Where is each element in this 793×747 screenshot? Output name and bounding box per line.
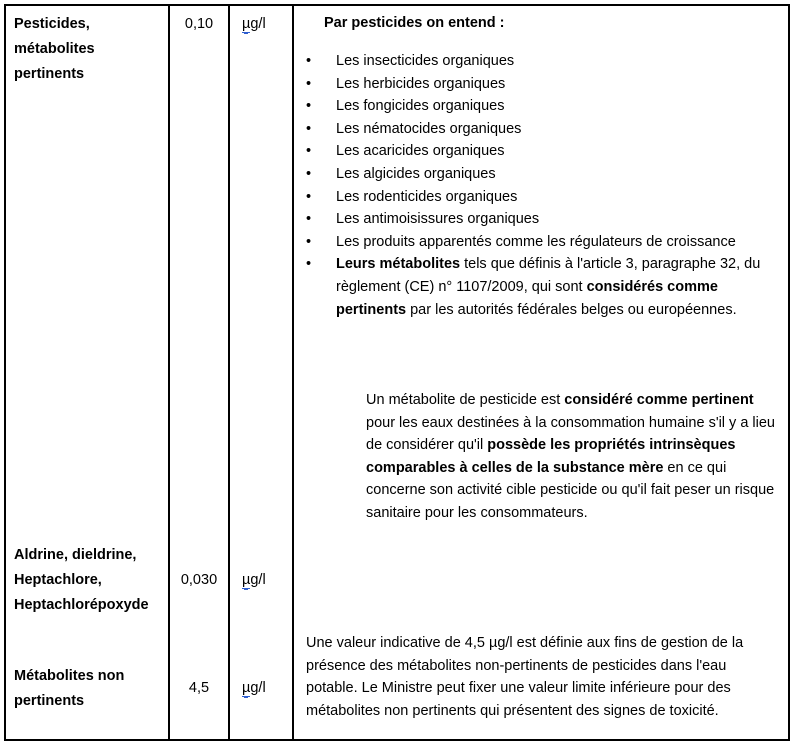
parameter-unit — [230, 676, 292, 701]
bullet-icon: • — [306, 143, 312, 160]
bullet-icon: • — [306, 120, 312, 137]
parameter-unit — [230, 12, 292, 37]
definition-bold-2: possède les propriétés intrinsèques comparables à celles de la substance mère — [366, 437, 736, 476]
list-item — [294, 95, 788, 118]
bullet-icon: • — [306, 53, 312, 69]
list-item-label: Les herbicides organiques — [336, 75, 506, 92]
metabolites-term: Leurs métabolites — [336, 256, 461, 273]
definition-text-1: Un métabolite de pesticide est — [366, 392, 565, 408]
bullet-icon: • — [306, 211, 312, 228]
description-heading-text: Par pesticides on entend : — [324, 15, 505, 31]
parameter-value: 0,10 — [184, 16, 214, 32]
table-row — [6, 664, 168, 714]
bullet-icon: • — [306, 233, 312, 250]
micro-symbol: µ — [242, 680, 251, 696]
unit-suffix: g/l — [250, 16, 266, 32]
definition-bold-1: considéré comme pertinent — [564, 392, 754, 408]
list-item-label: Les insecticides organiques — [336, 53, 515, 69]
parameter-name-line: métabolites — [14, 41, 95, 57]
parameter-name-line: Pesticides, — [14, 16, 90, 32]
parameter-name-line: pertinents — [14, 693, 85, 709]
definition-paragraph — [324, 389, 776, 525]
table-row — [6, 12, 168, 87]
list-item — [294, 73, 788, 96]
parameter-name-line: Métabolites non — [14, 668, 125, 684]
parameter-name-line: Aldrine, dieldrine, — [14, 547, 137, 563]
list-item — [294, 50, 788, 73]
bullet-icon: • — [306, 256, 312, 273]
list-item — [294, 186, 788, 209]
pesticide-types-list — [294, 50, 788, 321]
list-item — [294, 208, 788, 231]
parameter-name-line: Heptachlore, — [14, 572, 102, 588]
list-item-label: Les acaricides organiques — [336, 143, 505, 160]
definition-paragraph-block — [294, 389, 788, 525]
list-item — [294, 140, 788, 163]
parameter-value: 4,5 — [188, 680, 210, 696]
list-item-label: Les antimoisissures organiques — [336, 211, 540, 228]
list-item-label: Les algicides organiques — [336, 165, 496, 182]
micro-symbol: µ — [242, 572, 251, 588]
parameter-name-line: Heptachlorépoxyde — [14, 597, 149, 613]
list-item — [294, 163, 788, 186]
parameter-unit — [230, 568, 292, 593]
description-heading — [294, 12, 788, 35]
list-item-label: Les fongicides organiques — [336, 98, 505, 115]
list-item-metabolites — [294, 253, 788, 321]
bullet-icon: • — [306, 98, 312, 115]
bullet-icon: • — [306, 188, 312, 205]
parameter-value: 0,030 — [180, 572, 218, 588]
parameters-table — [4, 4, 790, 741]
metabolites-text-2: par les autorités fédérales belges ou européennes. — [406, 301, 737, 318]
list-item-label: Les rodenticides organiques — [336, 188, 518, 205]
column-divider-2 — [228, 6, 230, 739]
indicative-value-paragraph: Une valeur indicative de 4,5 µg/l est définie aux fins de gestion de la présence des métabolites non-pertinents de pesticides dans l'eau potable. Le Ministre peut fixer une valeur limite inférieure pour des métabolites non pertinents qui présentent des signes de toxicité. — [306, 635, 744, 719]
bullet-icon: • — [306, 75, 312, 92]
metabolites-text-1: tels que définis à l'article 3, paragraphe 32, du règlement (CE) n° 1107/2009, qui sont — [336, 256, 761, 295]
list-item-label: Les nématocides organiques — [336, 120, 522, 137]
list-item-label: Les produits apparentés comme les régulateurs de croissance — [336, 233, 736, 250]
micro-symbol: µ — [242, 16, 251, 32]
list-item — [294, 231, 788, 254]
indicative-value-block — [294, 632, 788, 722]
bullet-icon: • — [306, 165, 312, 182]
unit-suffix: g/l — [250, 680, 266, 696]
list-item — [294, 118, 788, 141]
column-divider-1 — [168, 6, 170, 739]
pertinents-term: considérés comme pertinents — [336, 278, 718, 318]
table-row — [6, 543, 168, 618]
unit-suffix: g/l — [250, 572, 266, 588]
definition-text-3: en ce qui concerne son activité cible pesticide ou qu'il fait peser un risque sanitaire pour les consommateurs. — [366, 459, 775, 521]
definition-text-2: pour les eaux destinées à la consommation humaine s'il y a lieu de considérer qu'il — [366, 414, 775, 454]
parameter-name-line: pertinents — [14, 66, 85, 82]
